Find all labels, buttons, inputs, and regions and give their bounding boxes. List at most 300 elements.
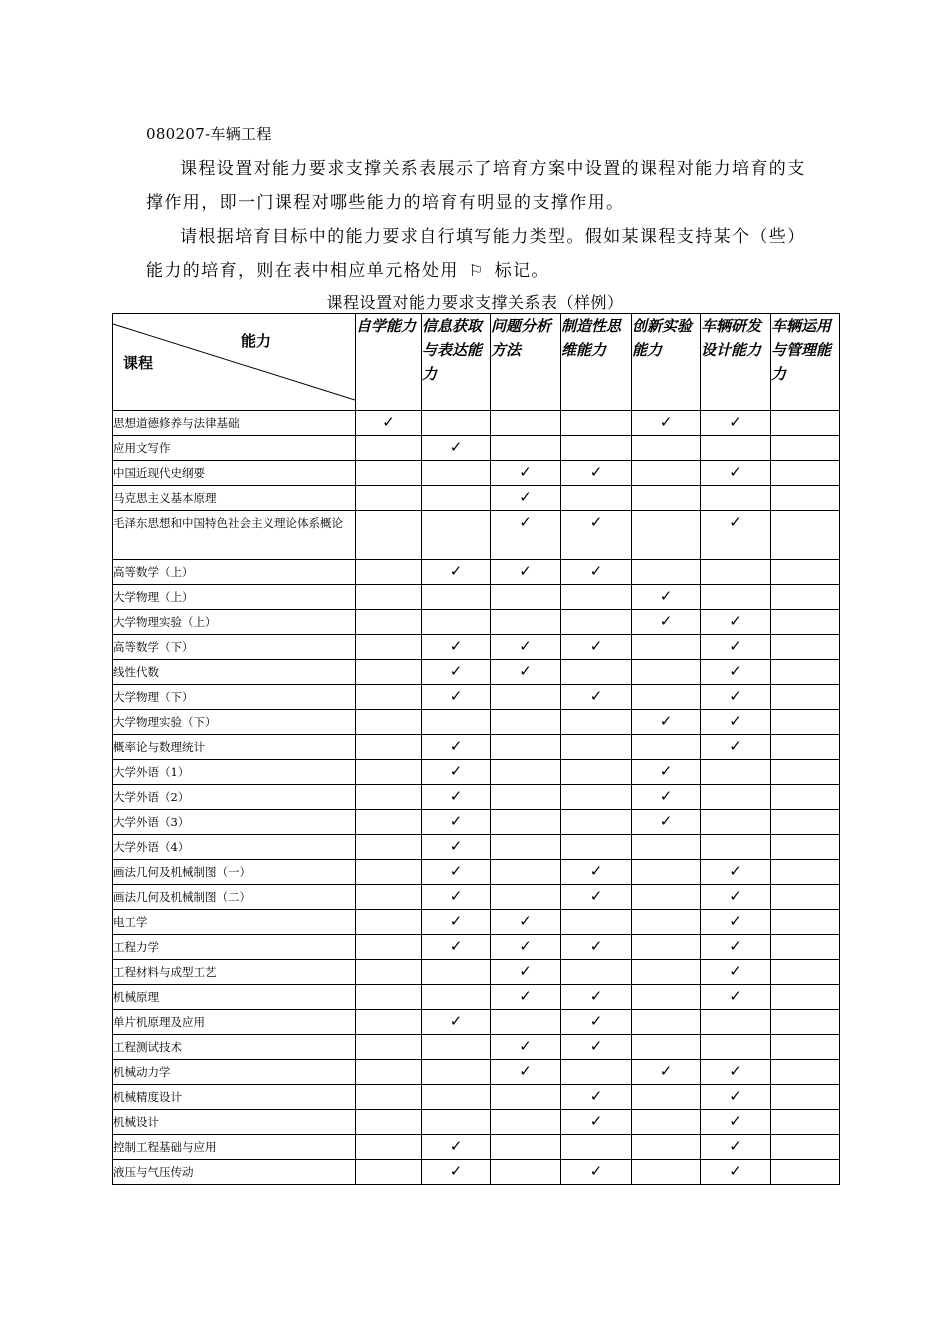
support-cell bbox=[771, 710, 840, 735]
support-cell bbox=[632, 1135, 701, 1160]
support-cell bbox=[632, 885, 701, 910]
table-row bbox=[113, 810, 840, 835]
support-cell bbox=[422, 411, 491, 436]
support-cell bbox=[422, 835, 491, 860]
check-mark-icon: ✓ bbox=[449, 937, 463, 955]
check-mark-icon: ✓ bbox=[449, 912, 463, 930]
check-mark-icon: ✓ bbox=[589, 987, 603, 1005]
check-mark-icon: ✓ bbox=[729, 937, 742, 955]
support-cell bbox=[491, 885, 561, 910]
check-mark-icon: ✓ bbox=[729, 912, 742, 930]
check-mark-icon: ✓ bbox=[519, 962, 532, 980]
support-cell bbox=[632, 560, 701, 585]
support-cell bbox=[701, 760, 771, 785]
support-cell bbox=[771, 1010, 840, 1035]
support-cell bbox=[356, 560, 422, 585]
check-mark-icon: ✓ bbox=[659, 712, 673, 730]
support-cell bbox=[701, 935, 771, 960]
support-cell bbox=[701, 1085, 771, 1110]
support-cell bbox=[561, 685, 632, 710]
check-mark-icon: ✓ bbox=[729, 712, 742, 730]
check-mark-icon: ✓ bbox=[449, 812, 463, 830]
support-cell bbox=[356, 1160, 422, 1185]
support-cell bbox=[701, 1160, 771, 1185]
table-row bbox=[113, 610, 840, 635]
support-cell bbox=[561, 1035, 632, 1060]
check-mark-icon: ✓ bbox=[589, 513, 603, 531]
check-mark-icon: ✓ bbox=[449, 1162, 463, 1180]
flag-icon: ⚐ bbox=[468, 261, 485, 280]
support-cell bbox=[701, 685, 771, 710]
support-cell bbox=[491, 785, 561, 810]
course-header-label: 课程 bbox=[123, 354, 154, 372]
support-cell bbox=[356, 985, 422, 1010]
support-cell bbox=[422, 810, 491, 835]
support-cell bbox=[561, 910, 632, 935]
support-cell bbox=[422, 610, 491, 635]
support-cell bbox=[491, 960, 561, 985]
support-cell bbox=[491, 610, 561, 635]
check-mark-icon: ✓ bbox=[589, 562, 603, 580]
support-cell bbox=[632, 810, 701, 835]
support-cell bbox=[491, 685, 561, 710]
support-cell bbox=[422, 511, 491, 560]
table-row bbox=[113, 885, 840, 910]
support-cell bbox=[491, 735, 561, 760]
support-cell bbox=[701, 461, 771, 486]
support-cell bbox=[701, 785, 771, 810]
ability-column-header: 信息获取与表达能力 bbox=[422, 314, 491, 411]
support-cell bbox=[632, 1085, 701, 1110]
support-cell bbox=[422, 1060, 491, 1085]
support-cell bbox=[491, 436, 561, 461]
support-cell bbox=[422, 860, 491, 885]
support-cell bbox=[632, 1160, 701, 1185]
check-mark-icon: ✓ bbox=[729, 687, 742, 705]
check-mark-icon: ✓ bbox=[449, 762, 463, 780]
support-matrix-table bbox=[112, 313, 840, 1185]
ability-column-header: 制造性思维能力 bbox=[561, 314, 632, 411]
check-mark-icon: ✓ bbox=[589, 1087, 603, 1105]
support-cell bbox=[422, 1085, 491, 1110]
check-mark-icon: ✓ bbox=[449, 787, 463, 805]
support-cell bbox=[701, 411, 771, 436]
course-name-cell: 应用文写作 bbox=[113, 436, 356, 461]
check-mark-icon: ✓ bbox=[729, 513, 742, 531]
support-cell bbox=[771, 885, 840, 910]
check-mark-icon: ✓ bbox=[589, 687, 603, 705]
support-cell bbox=[561, 411, 632, 436]
support-cell bbox=[771, 860, 840, 885]
support-cell bbox=[356, 885, 422, 910]
support-cell bbox=[701, 985, 771, 1010]
table-row bbox=[113, 436, 840, 461]
check-mark-icon: ✓ bbox=[589, 937, 603, 955]
table-row bbox=[113, 760, 840, 785]
support-cell bbox=[632, 785, 701, 810]
check-mark-icon: ✓ bbox=[729, 637, 742, 655]
support-cell bbox=[491, 560, 561, 585]
ability-column-header: 创新实验能力 bbox=[632, 314, 701, 411]
support-cell bbox=[356, 585, 422, 610]
support-cell bbox=[491, 710, 561, 735]
support-cell bbox=[771, 685, 840, 710]
check-mark-icon: ✓ bbox=[589, 1112, 603, 1130]
support-cell bbox=[771, 511, 840, 560]
check-mark-icon: ✓ bbox=[729, 1162, 742, 1180]
support-cell bbox=[356, 610, 422, 635]
support-cell bbox=[632, 436, 701, 461]
check-mark-icon: ✓ bbox=[659, 762, 673, 780]
table-row bbox=[113, 1060, 840, 1085]
check-mark-icon: ✓ bbox=[449, 862, 463, 880]
support-cell bbox=[771, 760, 840, 785]
check-mark-icon: ✓ bbox=[519, 937, 532, 955]
support-cell bbox=[701, 436, 771, 461]
support-cell bbox=[701, 1135, 771, 1160]
instruction-paragraph bbox=[146, 220, 806, 288]
support-cell bbox=[771, 1160, 840, 1185]
support-cell bbox=[422, 960, 491, 985]
support-cell bbox=[561, 1110, 632, 1135]
support-cell bbox=[356, 461, 422, 486]
course-name-cell: 工程测试技术 bbox=[113, 1035, 356, 1060]
check-mark-icon: ✓ bbox=[659, 787, 673, 805]
table-row bbox=[113, 585, 840, 610]
course-name-cell: 大学物理（下） bbox=[113, 685, 356, 710]
support-cell bbox=[632, 660, 701, 685]
check-mark-icon: ✓ bbox=[729, 962, 742, 980]
support-cell bbox=[491, 635, 561, 660]
support-cell bbox=[701, 810, 771, 835]
support-cell bbox=[422, 985, 491, 1010]
table-row bbox=[113, 1110, 840, 1135]
support-cell bbox=[491, 1010, 561, 1035]
support-cell bbox=[771, 935, 840, 960]
support-cell bbox=[632, 710, 701, 735]
support-cell bbox=[632, 835, 701, 860]
support-cell bbox=[632, 1010, 701, 1035]
course-name-cell: 中国近现代史纲要 bbox=[113, 461, 356, 486]
table-row bbox=[113, 860, 840, 885]
check-mark-icon: ✓ bbox=[729, 987, 742, 1005]
support-cell bbox=[356, 785, 422, 810]
support-cell bbox=[491, 935, 561, 960]
check-mark-icon: ✓ bbox=[659, 612, 673, 630]
support-cell bbox=[701, 735, 771, 760]
check-mark-icon: ✓ bbox=[382, 413, 395, 431]
course-name-cell: 工程力学 bbox=[113, 935, 356, 960]
instruction-text: 请根据培育目标中的能力要求自行填写能力类型。假如某课程支持某个（些）能力的培育，则在表中相应单元格处用 bbox=[146, 227, 806, 281]
support-cell bbox=[771, 1085, 840, 1110]
support-cell bbox=[561, 885, 632, 910]
check-mark-icon: ✓ bbox=[449, 562, 463, 580]
support-cell bbox=[561, 935, 632, 960]
corner-header-cell bbox=[113, 314, 356, 411]
support-cell bbox=[561, 985, 632, 1010]
support-cell bbox=[701, 660, 771, 685]
table-row bbox=[113, 1135, 840, 1160]
support-cell bbox=[701, 486, 771, 511]
support-cell bbox=[632, 486, 701, 511]
check-mark-icon: ✓ bbox=[449, 662, 463, 680]
support-cell bbox=[356, 935, 422, 960]
support-cell bbox=[491, 511, 561, 560]
course-name-cell: 高等数学（下） bbox=[113, 635, 356, 660]
support-cell bbox=[491, 461, 561, 486]
support-cell bbox=[561, 785, 632, 810]
support-cell bbox=[701, 860, 771, 885]
table-row bbox=[113, 511, 840, 560]
support-cell bbox=[356, 760, 422, 785]
support-cell bbox=[356, 1135, 422, 1160]
support-cell bbox=[632, 685, 701, 710]
support-cell bbox=[422, 461, 491, 486]
ability-column-header: 问题分析方法 bbox=[491, 314, 561, 411]
support-cell bbox=[422, 436, 491, 461]
course-name-cell: 大学外语（2） bbox=[113, 785, 356, 810]
check-mark-icon: ✓ bbox=[449, 438, 463, 456]
support-cell bbox=[422, 1010, 491, 1035]
table-row bbox=[113, 635, 840, 660]
support-cell bbox=[491, 860, 561, 885]
header-row bbox=[113, 314, 840, 411]
course-name-cell: 大学物理实验（上） bbox=[113, 610, 356, 635]
support-cell bbox=[356, 710, 422, 735]
check-mark-icon: ✓ bbox=[519, 488, 532, 506]
support-cell bbox=[561, 1085, 632, 1110]
support-cell bbox=[561, 585, 632, 610]
check-mark-icon: ✓ bbox=[519, 637, 532, 655]
course-name-cell: 毛泽东思想和中国特色社会主义理论体系概论 bbox=[113, 511, 356, 560]
table-row bbox=[113, 835, 840, 860]
support-cell bbox=[771, 910, 840, 935]
support-cell bbox=[771, 810, 840, 835]
support-cell bbox=[356, 1035, 422, 1060]
course-name-cell: 大学外语（4） bbox=[113, 835, 356, 860]
support-cell bbox=[632, 511, 701, 560]
support-cell bbox=[561, 810, 632, 835]
ability-column-header: 车辆研发设计能力 bbox=[701, 314, 771, 411]
course-name-cell: 机械设计 bbox=[113, 1110, 356, 1135]
support-cell bbox=[561, 461, 632, 486]
check-mark-icon: ✓ bbox=[519, 513, 532, 531]
course-name-cell: 线性代数 bbox=[113, 660, 356, 685]
instruction-text-end: 标记。 bbox=[494, 261, 550, 281]
support-cell bbox=[491, 411, 561, 436]
support-cell bbox=[701, 1010, 771, 1035]
intro-text: 课程设置对能力要求支撑关系表展示了培育方案中设置的课程对能力培育的支撑作用，即一门课程对哪些能力的培育有明显的支撑作用。 bbox=[146, 159, 806, 213]
support-cell bbox=[632, 635, 701, 660]
check-mark-icon: ✓ bbox=[519, 463, 532, 481]
support-cell bbox=[491, 1135, 561, 1160]
table-row bbox=[113, 1160, 840, 1185]
support-cell bbox=[701, 835, 771, 860]
check-mark-icon: ✓ bbox=[589, 463, 603, 481]
support-cell bbox=[701, 1060, 771, 1085]
check-mark-icon: ✓ bbox=[449, 1137, 463, 1155]
support-cell bbox=[771, 985, 840, 1010]
table-caption: 课程设置对能力要求支撑关系表（样例） bbox=[326, 293, 624, 312]
support-cell bbox=[561, 1135, 632, 1160]
support-cell bbox=[356, 1085, 422, 1110]
support-cell bbox=[491, 660, 561, 685]
table-row bbox=[113, 411, 840, 436]
check-mark-icon: ✓ bbox=[729, 413, 742, 431]
check-mark-icon: ✓ bbox=[519, 1037, 532, 1055]
support-cell bbox=[701, 585, 771, 610]
course-name-cell: 机械原理 bbox=[113, 985, 356, 1010]
support-cell bbox=[356, 635, 422, 660]
support-cell bbox=[701, 885, 771, 910]
ability-column-header: 车辆运用与管理能力 bbox=[771, 314, 840, 411]
check-mark-icon: ✓ bbox=[519, 662, 532, 680]
support-cell bbox=[561, 660, 632, 685]
support-cell bbox=[491, 1085, 561, 1110]
support-cell bbox=[491, 486, 561, 511]
table-row bbox=[113, 660, 840, 685]
course-name-cell: 大学物理（上） bbox=[113, 585, 356, 610]
course-name-cell: 高等数学（上） bbox=[113, 560, 356, 585]
matrix-body bbox=[113, 411, 840, 1185]
course-name-cell: 思想道德修养与法律基础 bbox=[113, 411, 356, 436]
support-cell bbox=[771, 960, 840, 985]
check-mark-icon: ✓ bbox=[589, 637, 603, 655]
support-cell bbox=[632, 461, 701, 486]
course-name-cell: 机械精度设计 bbox=[113, 1085, 356, 1110]
support-cell bbox=[422, 1035, 491, 1060]
support-cell bbox=[422, 635, 491, 660]
check-mark-icon: ✓ bbox=[729, 662, 742, 680]
support-cell bbox=[422, 660, 491, 685]
support-cell bbox=[422, 486, 491, 511]
support-cell bbox=[561, 860, 632, 885]
support-cell bbox=[771, 735, 840, 760]
check-mark-icon: ✓ bbox=[449, 687, 463, 705]
support-cell bbox=[632, 1110, 701, 1135]
table-row bbox=[113, 935, 840, 960]
support-cell bbox=[491, 1160, 561, 1185]
support-cell bbox=[701, 1110, 771, 1135]
support-cell bbox=[632, 585, 701, 610]
table-row bbox=[113, 461, 840, 486]
support-cell bbox=[356, 735, 422, 760]
course-name-cell: 工程材料与成型工艺 bbox=[113, 960, 356, 985]
support-cell bbox=[771, 610, 840, 635]
course-name-cell: 单片机原理及应用 bbox=[113, 1010, 356, 1035]
support-cell bbox=[701, 610, 771, 635]
support-cell bbox=[491, 835, 561, 860]
support-cell bbox=[771, 411, 840, 436]
ability-header-label: 能力 bbox=[241, 332, 272, 350]
support-cell bbox=[491, 1060, 561, 1085]
support-cell bbox=[356, 1010, 422, 1035]
course-name-cell: 机械动力学 bbox=[113, 1060, 356, 1085]
support-cell bbox=[491, 1110, 561, 1135]
check-mark-icon: ✓ bbox=[589, 1012, 603, 1030]
table-row bbox=[113, 710, 840, 735]
support-cell bbox=[422, 935, 491, 960]
support-cell bbox=[771, 660, 840, 685]
table-row bbox=[113, 1085, 840, 1110]
support-cell bbox=[356, 436, 422, 461]
table-row bbox=[113, 486, 840, 511]
support-cell bbox=[422, 585, 491, 610]
support-cell bbox=[701, 635, 771, 660]
check-mark-icon: ✓ bbox=[729, 1062, 742, 1080]
ability-column-header: 自学能力 bbox=[356, 314, 422, 411]
support-cell bbox=[632, 910, 701, 935]
support-cell bbox=[356, 411, 422, 436]
support-cell bbox=[356, 810, 422, 835]
support-cell bbox=[771, 1135, 840, 1160]
support-cell bbox=[771, 1035, 840, 1060]
support-cell bbox=[422, 1160, 491, 1185]
support-cell bbox=[701, 1035, 771, 1060]
check-mark-icon: ✓ bbox=[729, 463, 742, 481]
support-cell bbox=[422, 760, 491, 785]
table-row bbox=[113, 785, 840, 810]
support-cell bbox=[561, 436, 632, 461]
support-cell bbox=[632, 935, 701, 960]
support-cell bbox=[356, 660, 422, 685]
support-cell bbox=[356, 486, 422, 511]
check-mark-icon: ✓ bbox=[589, 1162, 603, 1180]
support-cell bbox=[491, 810, 561, 835]
course-name-cell: 概率论与数理统计 bbox=[113, 735, 356, 760]
support-cell bbox=[632, 610, 701, 635]
table-row bbox=[113, 735, 840, 760]
course-name-cell: 大学外语（3） bbox=[113, 810, 356, 835]
course-name-cell: 控制工程基础与应用 bbox=[113, 1135, 356, 1160]
table-row bbox=[113, 1010, 840, 1035]
table-row bbox=[113, 910, 840, 935]
support-cell bbox=[771, 585, 840, 610]
course-name-cell: 大学外语（1） bbox=[113, 760, 356, 785]
check-mark-icon: ✓ bbox=[729, 612, 742, 630]
course-name-cell: 大学物理实验（下） bbox=[113, 710, 356, 735]
check-mark-icon: ✓ bbox=[659, 812, 673, 830]
support-cell bbox=[632, 960, 701, 985]
support-cell bbox=[422, 1135, 491, 1160]
support-cell bbox=[356, 1110, 422, 1135]
support-cell bbox=[632, 1035, 701, 1060]
support-cell bbox=[561, 511, 632, 560]
support-cell bbox=[771, 486, 840, 511]
support-cell bbox=[771, 461, 840, 486]
support-cell bbox=[632, 735, 701, 760]
table-row bbox=[113, 1035, 840, 1060]
support-cell bbox=[701, 511, 771, 560]
support-cell bbox=[701, 710, 771, 735]
program-code: 080207-车辆工程 bbox=[146, 125, 272, 143]
support-cell bbox=[771, 785, 840, 810]
course-name-cell: 画法几何及机械制图（一） bbox=[113, 860, 356, 885]
support-cell bbox=[701, 560, 771, 585]
support-cell bbox=[771, 635, 840, 660]
check-mark-icon: ✓ bbox=[729, 1137, 742, 1155]
table-row bbox=[113, 685, 840, 710]
support-cell bbox=[422, 785, 491, 810]
support-cell bbox=[356, 1060, 422, 1085]
table-row bbox=[113, 560, 840, 585]
support-cell bbox=[491, 985, 561, 1010]
support-cell bbox=[422, 685, 491, 710]
support-cell bbox=[561, 710, 632, 735]
support-cell bbox=[561, 960, 632, 985]
support-cell bbox=[632, 985, 701, 1010]
check-mark-icon: ✓ bbox=[729, 1087, 742, 1105]
